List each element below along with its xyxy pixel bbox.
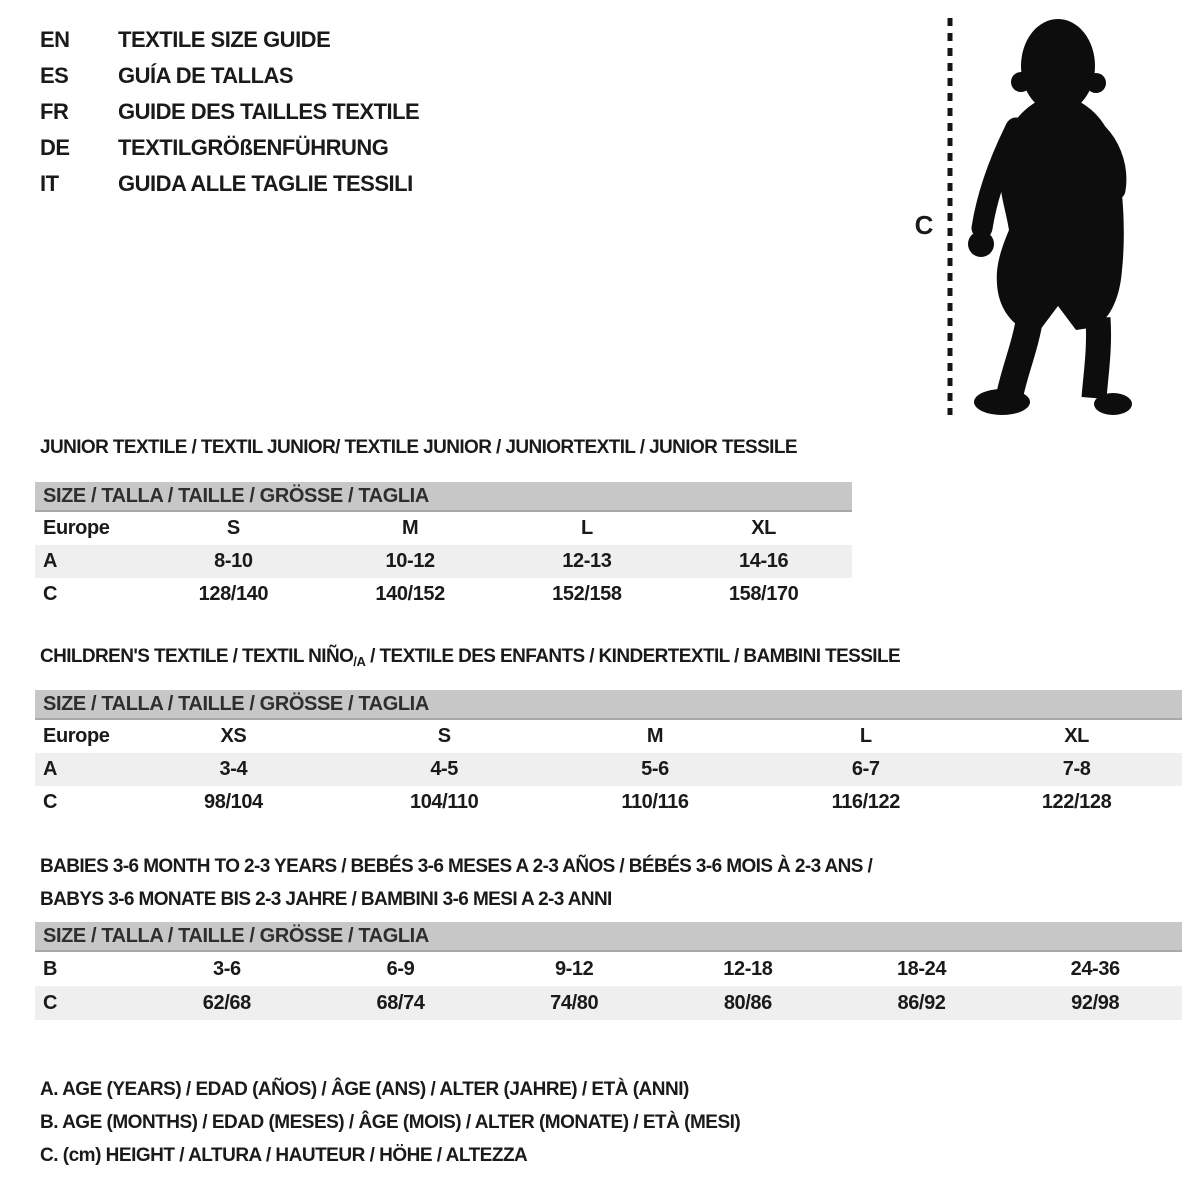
babies-size-table xyxy=(35,922,1182,1020)
table-cell: 98/104 xyxy=(204,791,263,813)
lang-code: IT xyxy=(40,171,59,196)
junior-section-title: JUNIOR TEXTILE / TEXTIL JUNIOR/ TEXTILE JUNIOR / JUNIORTEXTIL / JUNIOR TESSILE xyxy=(40,437,797,458)
legend-item-c: C. (cm) HEIGHT / ALTURA / HAUTEUR / HÖHE / ALTEZZA xyxy=(40,1145,528,1166)
table-cell: L xyxy=(859,725,872,747)
row-label: B xyxy=(43,957,58,980)
babies-section-title xyxy=(40,850,872,916)
lang-title: GUIDA ALLE TAGLIE TESSILI xyxy=(118,171,413,196)
row-label: Europe xyxy=(43,725,110,747)
lang-title: TEXTILGRÖßENFÜHRUNG xyxy=(118,135,389,160)
table-cell: 4-5 xyxy=(430,758,459,780)
table-row xyxy=(35,753,1182,786)
table-row xyxy=(35,786,1182,819)
lang-title: GUÍA DE TALLAS xyxy=(118,63,294,88)
size-header-bar xyxy=(35,690,1182,720)
table-cell: S xyxy=(437,725,451,747)
table-cell: L xyxy=(580,517,593,539)
table-cell: XL xyxy=(1064,725,1089,747)
table-cell: 158/170 xyxy=(728,583,799,605)
children-size-table xyxy=(35,690,1182,819)
size-header-label: SIZE / TALLA / TAILLE / GRÖSSE / TAGLIA xyxy=(43,692,429,715)
size-header-bar xyxy=(35,482,852,512)
table-cell: 12-18 xyxy=(723,957,773,980)
table-cell: 24-36 xyxy=(1070,957,1120,980)
table-cell: 86/92 xyxy=(897,991,946,1014)
table-cell: 8-10 xyxy=(214,550,253,572)
table-cell: 9-12 xyxy=(554,957,594,980)
table-cell: 6-9 xyxy=(386,957,415,980)
lang-code: DE xyxy=(40,135,70,160)
table-cell: XL xyxy=(751,517,776,539)
table-row xyxy=(35,578,852,611)
children-title-subscript: /A xyxy=(353,654,366,669)
table-cell: 140/152 xyxy=(375,583,445,605)
toddler-silhouette-icon xyxy=(968,19,1132,415)
table-cell: 104/110 xyxy=(409,791,479,813)
junior-size-table xyxy=(35,482,852,611)
lang-code: ES xyxy=(40,63,69,88)
table-cell: 128/140 xyxy=(198,583,269,605)
lang-title: GUIDE DES TAILLES TEXTILE xyxy=(118,99,420,124)
table-cell: M xyxy=(401,517,419,539)
babies-title-line2: BABYS 3-6 MONATE BIS 2-3 JAHRE / BAMBINI 3-6 MESI A 2-3 ANNI xyxy=(40,889,612,910)
row-label: C xyxy=(43,583,58,605)
language-title-block xyxy=(40,22,419,202)
table-cell: 12-13 xyxy=(562,550,612,572)
row-label: C xyxy=(43,991,58,1014)
table-cell: 152/158 xyxy=(552,583,622,605)
table-cell: 3-4 xyxy=(219,758,248,780)
table-cell: 80/86 xyxy=(723,991,772,1014)
table-cell: 6-7 xyxy=(851,758,880,780)
legend-item-a: A. AGE (YEARS) / EDAD (AÑOS) / ÂGE (ANS) / ALTER (JAHRE) / ETÀ (ANNI) xyxy=(40,1079,689,1100)
lang-row-fr xyxy=(40,94,419,130)
table-cell: 14-16 xyxy=(739,550,789,572)
size-header-label: SIZE / TALLA / TAILLE / GRÖSSE / TAGLIA xyxy=(43,924,429,947)
table-cell: 7-8 xyxy=(1062,758,1091,780)
babies-title-line1: BABIES 3-6 MONTH TO 2-3 YEARS / BEBÉS 3-6 MESES A 2-3 AÑOS / BÉBÉS 3-6 MOIS À 2-3 ANS / xyxy=(40,856,873,877)
table-cell: 110/116 xyxy=(621,791,689,813)
row-label: A xyxy=(43,758,58,780)
table-cell: 92/98 xyxy=(1071,991,1120,1014)
legend-item-b: B. AGE (MONTHS) / EDAD (MESES) / ÂGE (MOIS) / ALTER (MONATE) / ETÀ (MESI) xyxy=(40,1112,741,1133)
lang-row-en xyxy=(40,22,419,58)
table-row xyxy=(35,986,1182,1020)
lang-row-es xyxy=(40,58,419,94)
table-row xyxy=(35,952,1182,986)
lang-code: FR xyxy=(40,99,69,124)
height-measure-label: C xyxy=(914,210,934,240)
lang-row-de xyxy=(40,130,419,166)
table-cell: 3-6 xyxy=(212,957,241,980)
children-title-suffix: / TEXTILE DES ENFANTS / KINDERTEXTIL / BAMBINI TESSILE xyxy=(365,646,901,667)
table-cell: XS xyxy=(220,725,247,747)
table-cell: S xyxy=(226,517,240,539)
lang-row-it xyxy=(40,166,419,202)
table-cell: 18-24 xyxy=(896,957,947,980)
table-cell: 68/74 xyxy=(376,991,425,1014)
lang-code: EN xyxy=(40,27,70,52)
size-header-bar xyxy=(35,922,1182,952)
table-cell: 10-12 xyxy=(385,550,435,572)
children-section-title xyxy=(40,646,900,669)
table-row xyxy=(35,720,1182,753)
row-label: Europe xyxy=(43,517,110,539)
size-header-label: SIZE / TALLA / TAILLE / GRÖSSE / TAGLIA xyxy=(43,484,429,507)
table-cell: 122/128 xyxy=(1041,791,1112,813)
table-cell: 62/68 xyxy=(202,991,251,1014)
table-row xyxy=(35,545,852,578)
table-cell: 5-6 xyxy=(641,758,669,780)
table-cell: 116/122 xyxy=(831,791,900,813)
measure-legend xyxy=(40,1073,740,1172)
table-cell: M xyxy=(646,725,664,747)
row-label: C xyxy=(43,791,58,813)
lang-title: TEXTILE SIZE GUIDE xyxy=(118,27,331,52)
row-label: A xyxy=(43,550,58,572)
table-row xyxy=(35,512,852,545)
table-cell: 74/80 xyxy=(550,991,599,1014)
baby-figure xyxy=(900,10,1145,425)
children-title-prefix: CHILDREN'S TEXTILE / TEXTIL NIÑO xyxy=(40,646,354,667)
